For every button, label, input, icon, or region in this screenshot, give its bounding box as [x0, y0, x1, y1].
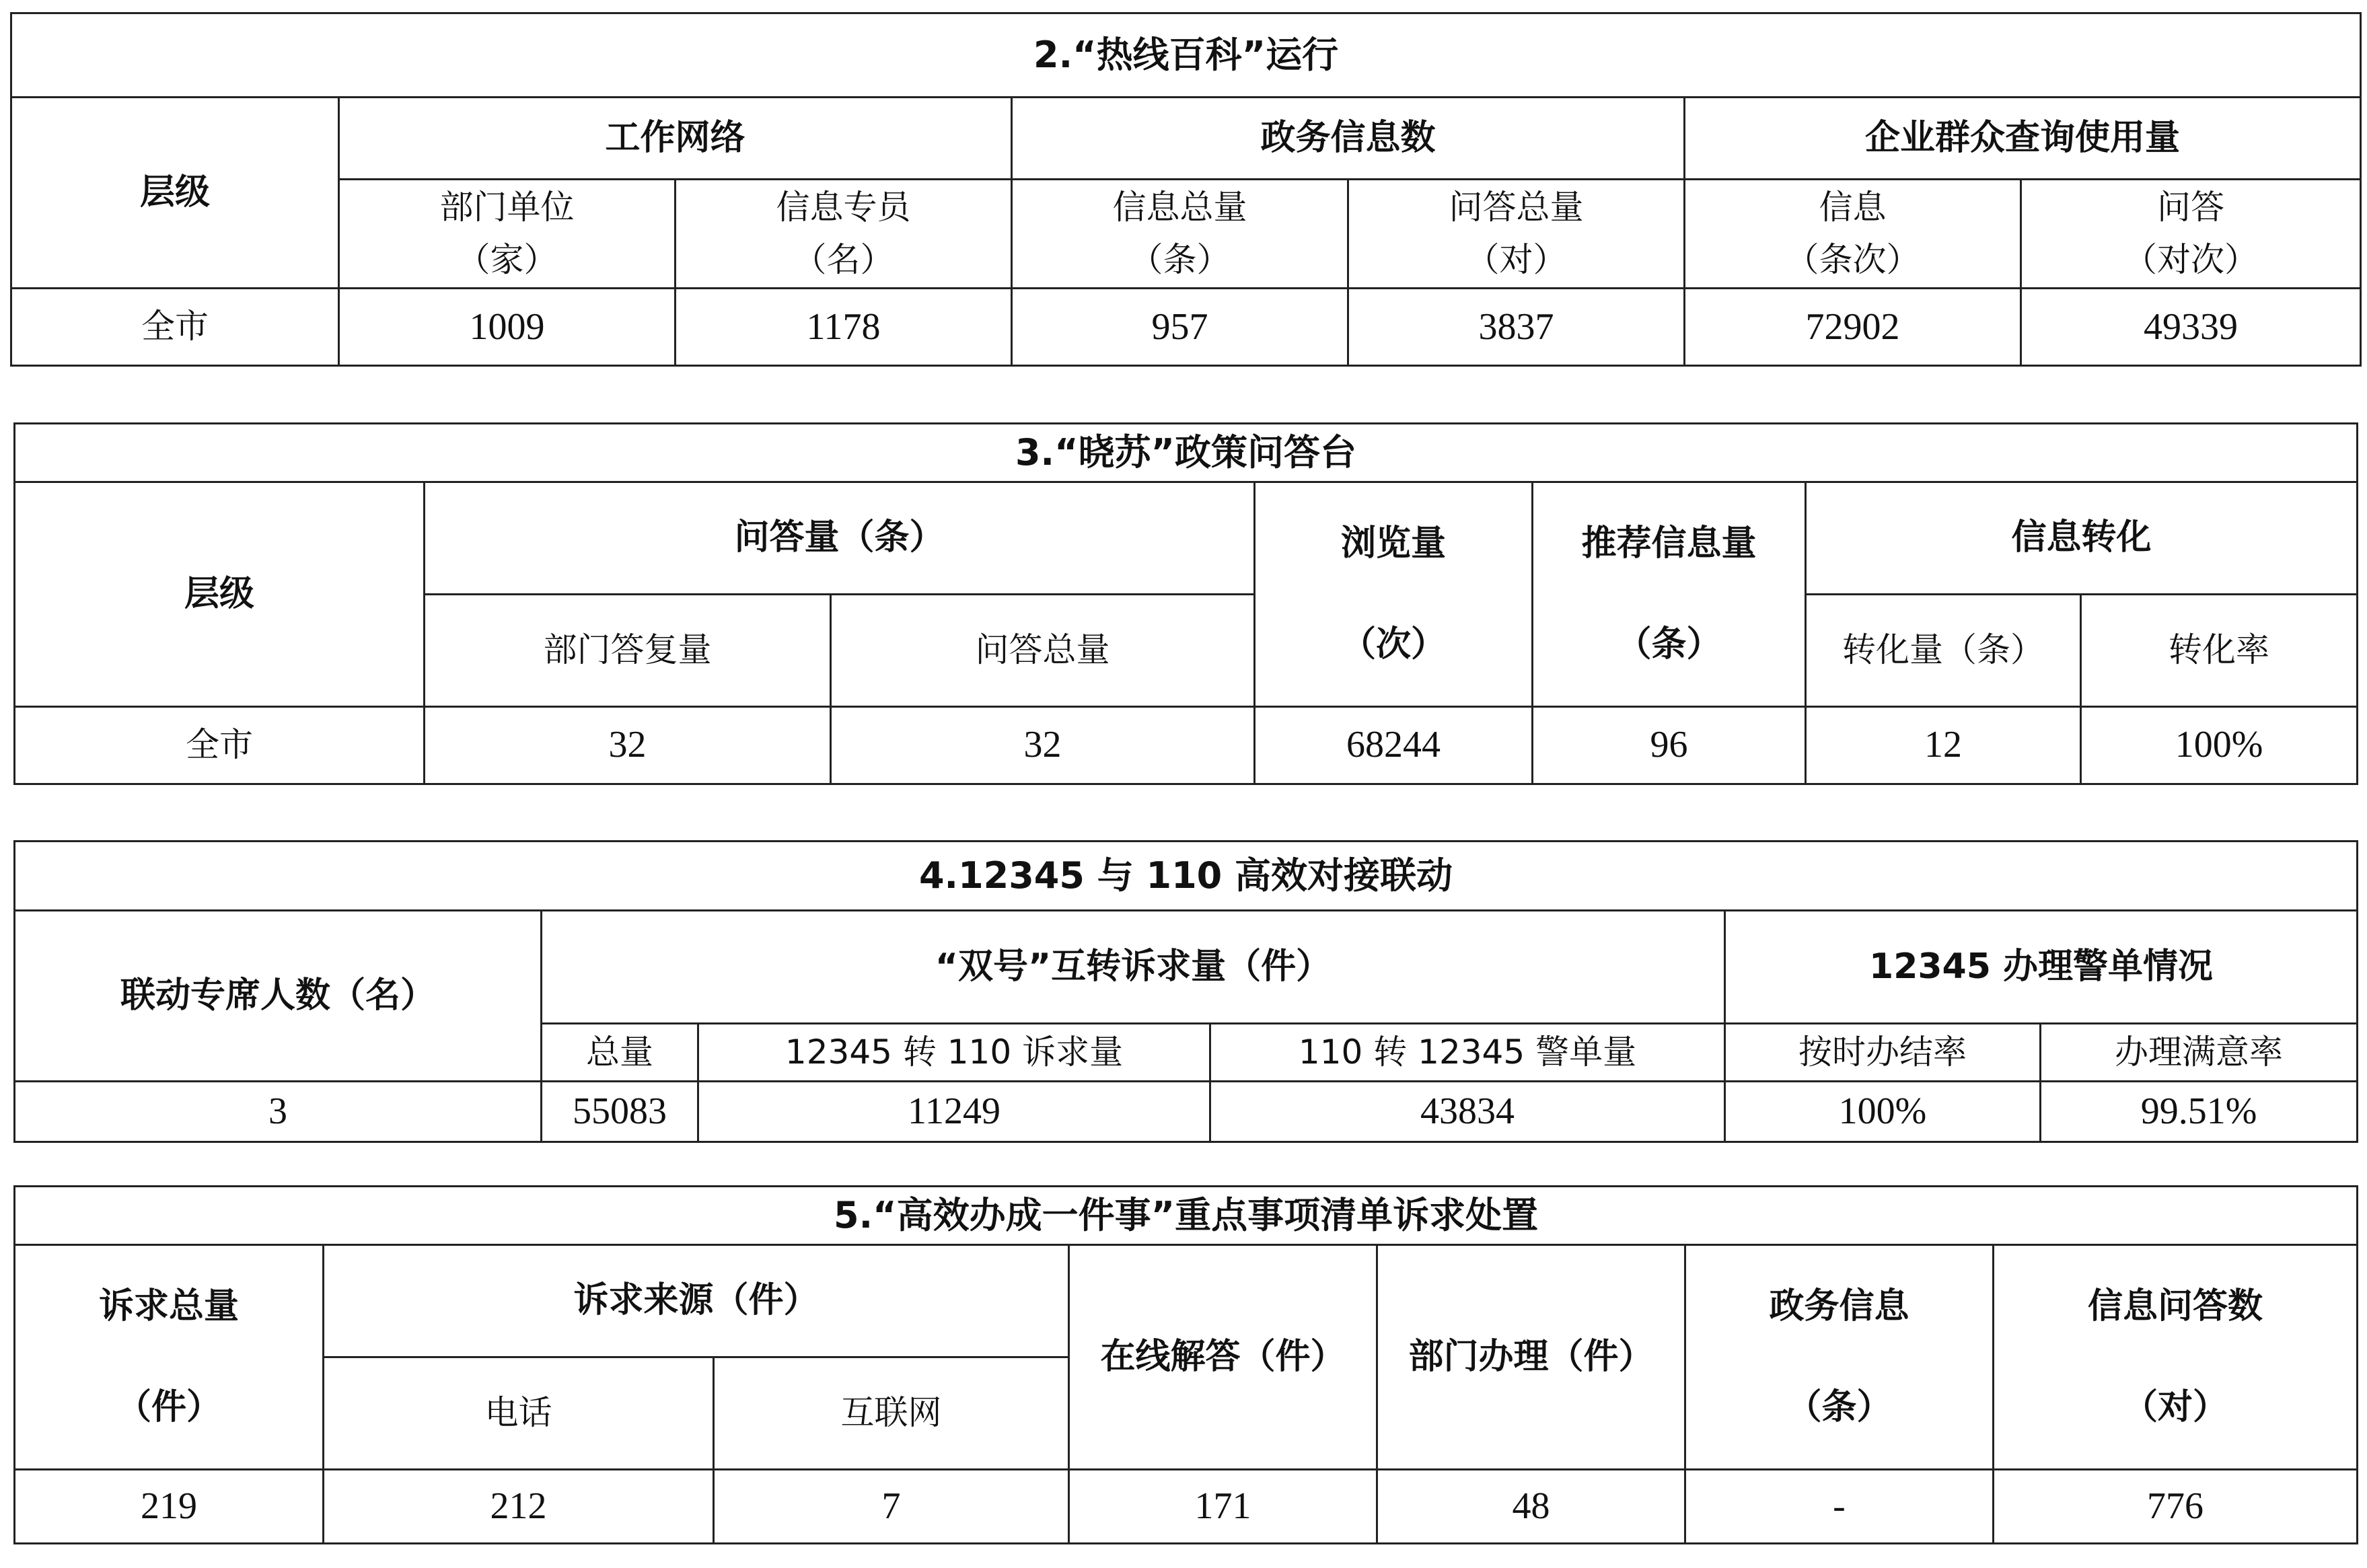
- table-cell: -: [1685, 1469, 1994, 1543]
- table-title: 2.“热线百科”运行: [11, 13, 2361, 98]
- column-header: 互联网: [714, 1357, 1069, 1469]
- table-cell: 11249: [698, 1082, 1210, 1142]
- table-row: [15, 1082, 2358, 1142]
- column-header: 部门答复量: [425, 594, 831, 706]
- column-header: 110 转 12345 警单量: [1210, 1024, 1725, 1082]
- column-header: 问答 （对次）: [2021, 180, 2361, 289]
- column-header: 总量: [542, 1024, 698, 1082]
- table-cell: 171: [1069, 1469, 1377, 1543]
- table-cell: 7: [714, 1469, 1069, 1543]
- table-cell: 100%: [1725, 1082, 2041, 1142]
- header-total-requests: 诉求总量 （件）: [15, 1244, 324, 1469]
- table-cell: 68244: [1255, 706, 1533, 784]
- table-cell: 3837: [1348, 289, 1685, 366]
- column-header: 问答总量 （对）: [1348, 180, 1685, 289]
- table-cell: 100%: [2081, 706, 2358, 784]
- row-label: 全市: [15, 706, 425, 784]
- group-header-qa-count: 问答量（条）: [425, 482, 1255, 594]
- column-header: 信息总量 （条）: [1012, 180, 1348, 289]
- column-header: 转化量（条）: [1806, 594, 2081, 706]
- linkage-12345-110-table: [13, 840, 2358, 1143]
- column-header: 部门单位 （家）: [339, 180, 676, 289]
- table-title: 5.“高效办成一件事”重点事项清单诉求处置: [15, 1187, 2358, 1245]
- table-cell: 99.51%: [2041, 1082, 2358, 1142]
- table-cell: 32: [425, 706, 831, 784]
- table-cell: 55083: [542, 1082, 698, 1142]
- column-header: 信息 （条次）: [1685, 180, 2021, 289]
- column-header: 转化率: [2081, 594, 2358, 706]
- header-gov-info: 政务信息 （条）: [1685, 1244, 1994, 1469]
- column-header: 问答总量: [831, 594, 1255, 706]
- column-header: 按时办结率: [1725, 1024, 2041, 1082]
- group-header-mutual-transfer: “双号”互转诉求量（件）: [542, 911, 1725, 1024]
- column-header: 电话: [324, 1357, 714, 1469]
- group-header-work-network: 工作网络: [339, 98, 1012, 180]
- column-header: 信息专员 （名）: [676, 180, 1012, 289]
- group-header-query-usage: 企业群众查询使用量: [1685, 98, 2361, 180]
- policy-qa-table: [13, 422, 2358, 785]
- header-seat-count: 联动专席人数（名）: [15, 911, 542, 1082]
- header-info-qa-count: 信息问答数 （对）: [1994, 1244, 2358, 1469]
- table-cell: 49339: [2021, 289, 2361, 366]
- table-cell: 1178: [676, 289, 1012, 366]
- table-title: 3.“晓苏”政策问答台: [15, 424, 2358, 482]
- table-cell: 12: [1806, 706, 2081, 784]
- table-cell: 1009: [339, 289, 676, 366]
- table-row: [15, 1469, 2358, 1543]
- group-header-gov-info: 政务信息数: [1012, 98, 1685, 180]
- level-header: 层级: [15, 482, 425, 706]
- group-header-info-conversion: 信息转化: [1806, 482, 2358, 594]
- table-cell: 3: [15, 1082, 542, 1142]
- table-cell: 32: [831, 706, 1255, 784]
- table-cell: 212: [324, 1469, 714, 1543]
- level-header: 层级: [11, 98, 339, 289]
- header-views: 浏览量 （次）: [1255, 482, 1533, 706]
- key-items-table: [13, 1185, 2358, 1544]
- column-header: 12345 转 110 诉求量: [698, 1024, 1210, 1082]
- header-department-handling: 部门办理（件）: [1377, 1244, 1685, 1469]
- hotline-encyclopedia-table: [10, 12, 2362, 367]
- table-cell: 48: [1377, 1469, 1685, 1543]
- table-cell: 43834: [1210, 1082, 1725, 1142]
- column-header: 办理满意率: [2041, 1024, 2358, 1082]
- table-cell: 957: [1012, 289, 1348, 366]
- table-row: [11, 289, 2361, 366]
- table-row: [15, 706, 2358, 784]
- header-online-answer: 在线解答（件）: [1069, 1244, 1377, 1469]
- table-title: 4.12345 与 110 高效对接联动: [15, 842, 2358, 911]
- table-cell: 776: [1994, 1469, 2358, 1543]
- row-label: 全市: [11, 289, 339, 366]
- group-header-request-source: 诉求来源（件）: [324, 1244, 1069, 1357]
- group-header-police-handling: 12345 办理警单情况: [1725, 911, 2358, 1024]
- table-cell: 96: [1533, 706, 1806, 784]
- header-recommended: 推荐信息量 （条）: [1533, 482, 1806, 706]
- table-cell: 219: [15, 1469, 324, 1543]
- table-cell: 72902: [1685, 289, 2021, 366]
